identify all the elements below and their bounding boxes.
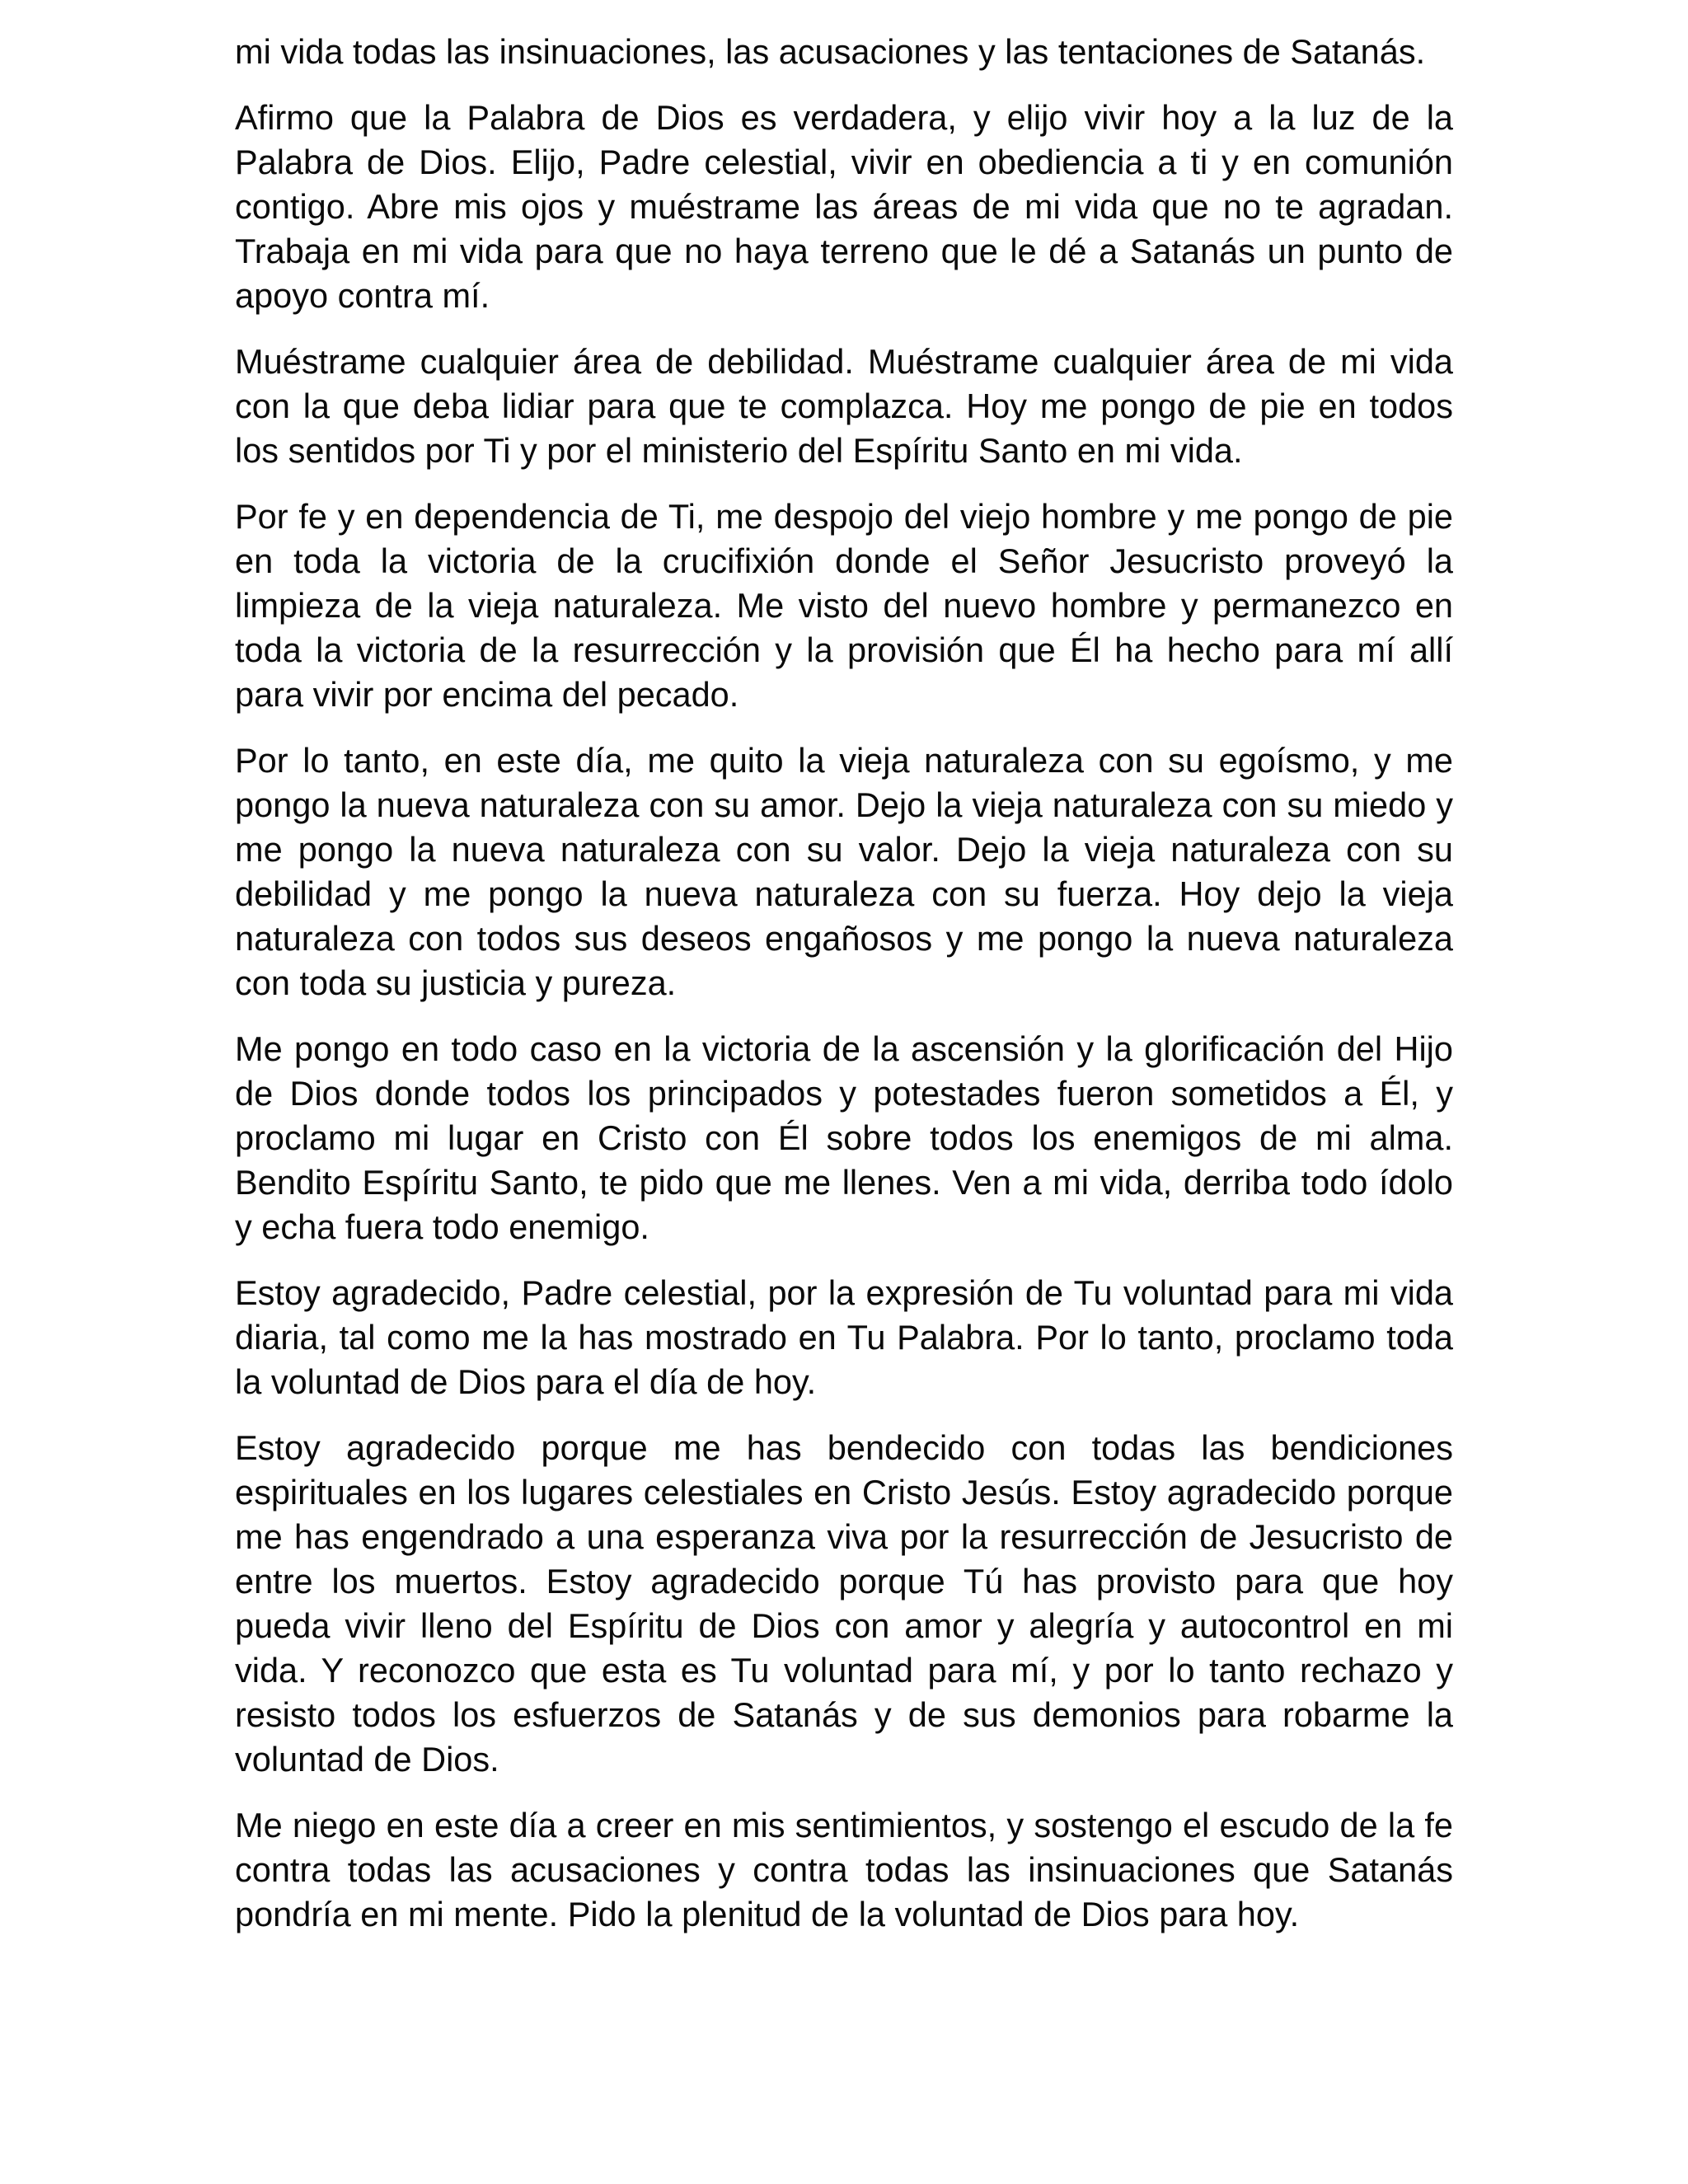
paragraph-4: Por fe y en dependencia de Ti, me despojo del viejo hombre y me pongo de pie en toda la victoria de la crucifixión donde el Señor Jesucristo proveyó la limpieza de la vieja naturaleza. Me visto del nuevo hombre y permanezco en toda la victoria de la resurrección y la provisión que Él ha hecho para mí allí para vivir por encima del pecado. xyxy=(235,497,1453,714)
paragraph-5: Por lo tanto, en este día, me quito la vieja naturaleza con su egoísmo, y me pongo la nueva naturaleza con su amor. Dejo la vieja naturaleza con su miedo y me pongo la nueva naturaleza con su valor. Dejo la vieja naturaleza con su debilidad y me pongo la nueva naturaleza con su fuerza. Hoy dejo la vieja naturaleza con todos sus deseos engañosos y me pongo la nueva naturaleza con toda su justicia y pureza. xyxy=(235,741,1453,1002)
paragraph-7: Estoy agradecido, Padre celestial, por la expresión de Tu voluntad para mi vida diaria, tal como me la has mostrado en Tu Palabra. Por lo tanto, proclamo toda la voluntad de Dios para el día de hoy. xyxy=(235,1273,1453,1401)
paragraph-1: mi vida todas las insinuaciones, las acusaciones y las tentaciones de Satanás. xyxy=(235,32,1426,71)
paragraph-8: Estoy agradecido porque me has bendecido con todas las bendiciones espirituales en los lugares celestiales en Cristo Jesús. Estoy agradecido porque me has engendrado a una esperanza viva por la resurrección de Jesucristo de entre los muertos. Estoy agradecido porque Tú has provisto para que hoy pueda vivir lleno del Espíritu de Dios con amor y alegría y autocontrol en mi vida. Y reconozco que esta es Tu voluntad para mí, y por lo tanto rechazo y resisto todos los esfuerzos de Satanás y de sus demonios para robarme la voluntad de Dios. xyxy=(235,1428,1453,1779)
paragraph-9: Me niego en este día a creer en mis sentimientos, y sostengo el escudo de la fe contra todas las acusaciones y contra todas las insinuaciones que Satanás pondría en mi mente. Pido la plenitud de la voluntad de Dios para hoy. xyxy=(235,1806,1453,1933)
document-body xyxy=(235,30,1453,1958)
paragraph-6: Me pongo en todo caso en la victoria de la ascensión y la glorificación del Hijo de Dios donde todos los principados y potestades fueron sometidos a Él, y proclamo mi lugar en Cristo con Él sobre todos los enemigos de mi alma. Bendito Espíritu Santo, te pido que me llenes. Ven a mi vida, derriba todo ídolo y echa fuera todo enemigo. xyxy=(235,1029,1453,1246)
paragraph-3: Muéstrame cualquier área de debilidad. Muéstrame cualquier área de mi vida con la que deba lidiar para que te complazca. Hoy me pongo de pie en todos los sentidos por Ti y por el ministerio del Espíritu Santo en mi vida. xyxy=(235,342,1453,470)
paragraph-2: Afirmo que la Palabra de Dios es verdadera, y elijo vivir hoy a la luz de la Palabra de Dios. Elijo, Padre celestial, vivir en obediencia a ti y en comunión contigo. Abre mis ojos y muéstrame las áreas de mi vida que no te agradan. Trabaja en mi vida para que no haya terreno que le dé a Satanás un punto de apoyo contra mí. xyxy=(235,98,1453,315)
